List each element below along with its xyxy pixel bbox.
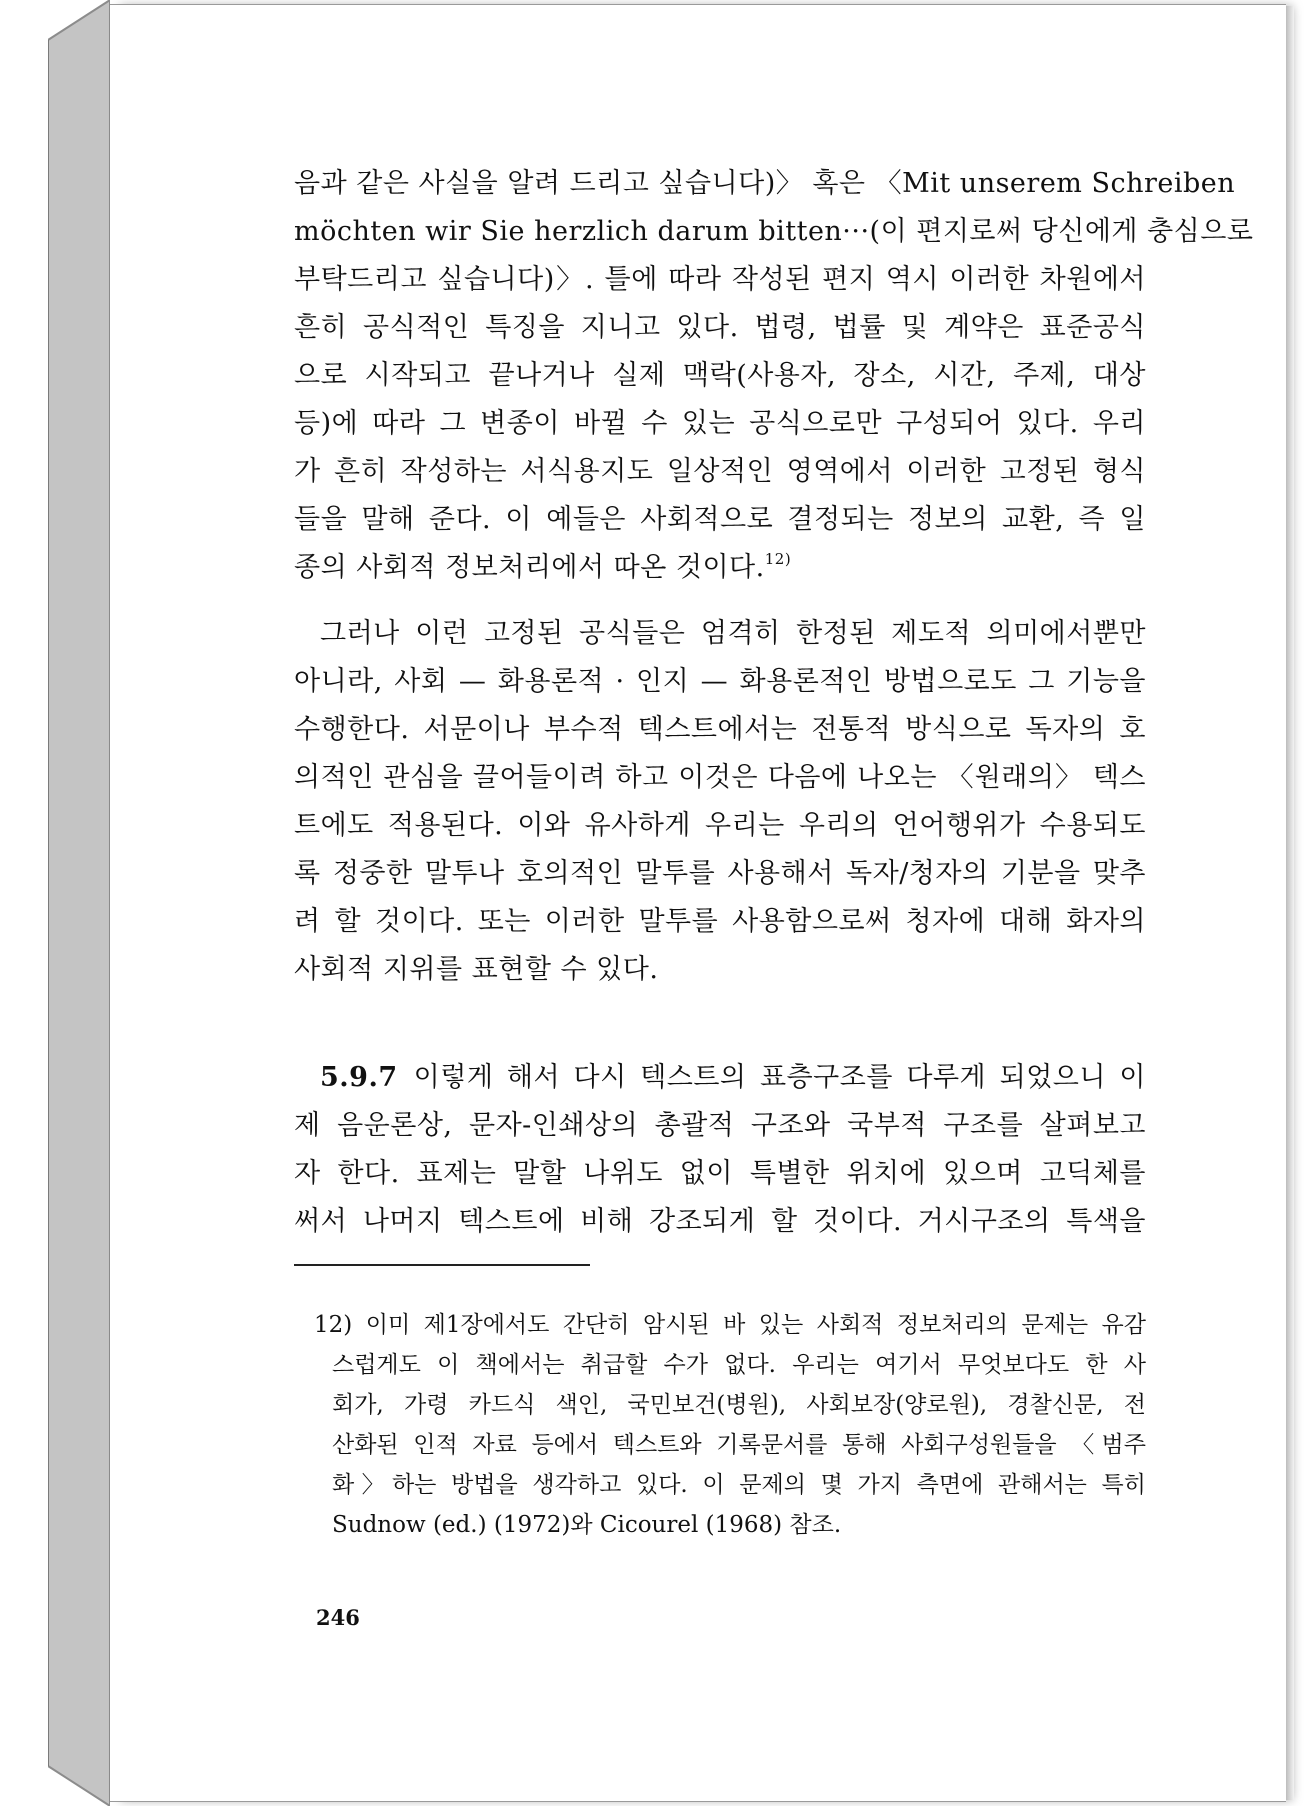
- text-line-last: [294, 544, 1146, 592]
- text-line: 이렇게 해서 다시 텍스트의 표층구조를 다루게 되었으니 이: [413, 1062, 1146, 1093]
- footnote-line: Sudnow (ed.) (1972)와 Cicourel (1968) 참조.: [332, 1512, 842, 1538]
- text-line: 부탁드리고 싶습니다)〉. 틀에 따라 작성된 편지 역시 이러한 차원에서: [294, 264, 1146, 295]
- footnote-line: 회가, 가령 카드식 색인, 국민보건(병원), 사회보장(양로원), 경찰신문, 전: [332, 1392, 1146, 1418]
- text-line: 사회적 지위를 표현할 수 있다.: [294, 954, 659, 985]
- text-line: 자 한다. 표제는 말할 나위도 없이 특별한 위치에 있으며 고딕체를: [294, 1158, 1146, 1189]
- section-5-9-7: [294, 1054, 1146, 1246]
- text-line: 아니라, 사회 — 화용론적 · 인지 — 화용론적인 방법으로도 그 기능을: [294, 666, 1146, 697]
- footnote-reference: 12): [764, 550, 792, 568]
- book-spine: [48, 0, 110, 1806]
- page-number: 246: [316, 1605, 360, 1630]
- footnote-line: 스럽게도 이 책에서는 취급할 수가 없다. 우리는 여기서 무엇보다도 한 사: [332, 1352, 1146, 1378]
- text-line: 려 할 것이다. 또는 이러한 말투를 사용함으로써 청자에 대해 화자의: [294, 906, 1146, 937]
- footnote-divider: [294, 1264, 590, 1266]
- text-line: 수행한다. 서문이나 부수적 텍스트에서는 전통적 방식으로 독자의 호: [294, 714, 1146, 745]
- text-line: 제 음운론상, 문자-인쇄상의 총괄적 구조와 국부적 구조를 살펴보고: [294, 1110, 1146, 1141]
- page-edge-shadow: [1286, 6, 1294, 1800]
- text-line: 종의 사회적 정보처리에서 따온 것이다.: [294, 552, 765, 583]
- section-first-line: [294, 1054, 1146, 1102]
- footnote-line: 12) 이미 제1장에서도 간단히 암시된 바 있는 사회적 정보처리의 문제는 유감: [314, 1312, 1146, 1338]
- section-number: 5.9.7: [320, 1062, 398, 1093]
- paragraph-2: [294, 610, 1146, 994]
- footnote-line: 화〉하는 방법을 생각하고 있다. 이 문제의 몇 가지 측면에 관해서는 특히: [332, 1472, 1146, 1498]
- text-line: 록 정중한 말투나 호의적인 말투를 사용해서 독자/청자의 기분을 맞추: [294, 858, 1146, 889]
- footnote-12: [314, 1305, 1146, 1545]
- text-line: 그러나 이런 고정된 공식들은 엄격히 한정된 제도적 의미에서뿐만: [320, 618, 1146, 649]
- text-line: 써서 나머지 텍스트에 비해 강조되게 할 것이다. 거시구조의 특색을: [294, 1206, 1146, 1237]
- footnote-line: 산화된 인적 자료 등에서 텍스트와 기록문서를 통해 사회구성원들을 〈범주: [332, 1432, 1146, 1458]
- text-line: 의적인 관심을 끌어들이려 하고 이것은 다음에 나오는 〈원래의〉 텍스: [294, 762, 1146, 793]
- text-line: 으로 시작되고 끝나거나 실제 맥락(사용자, 장소, 시간, 주제, 대상: [294, 360, 1146, 391]
- paragraph-1: [294, 160, 1254, 592]
- text-line: 흔히 공식적인 특징을 지니고 있다. 법령, 법률 및 계약은 표준공식: [294, 312, 1146, 343]
- text-line: 음과 같은 사실을 알려 드리고 싶습니다)〉 혹은 〈Mit unserem Schreiben: [294, 168, 1236, 199]
- text-line: möchten wir Sie herzlich darum bitten···(이 편지로써 당신에게 충심으로: [294, 216, 1254, 247]
- text-line: 들을 말해 준다. 이 예들은 사회적으로 결정되는 정보의 교환, 즉 일: [294, 504, 1146, 535]
- text-line: 등)에 따라 그 변종이 바뀔 수 있는 공식으로만 구성되어 있다. 우리: [294, 408, 1146, 439]
- text-line: 가 흔히 작성하는 서식용지도 일상적인 영역에서 이러한 고정된 형식: [294, 456, 1146, 487]
- text-line: 트에도 적용된다. 이와 유사하게 우리는 우리의 언어행위가 수용되도: [294, 810, 1146, 841]
